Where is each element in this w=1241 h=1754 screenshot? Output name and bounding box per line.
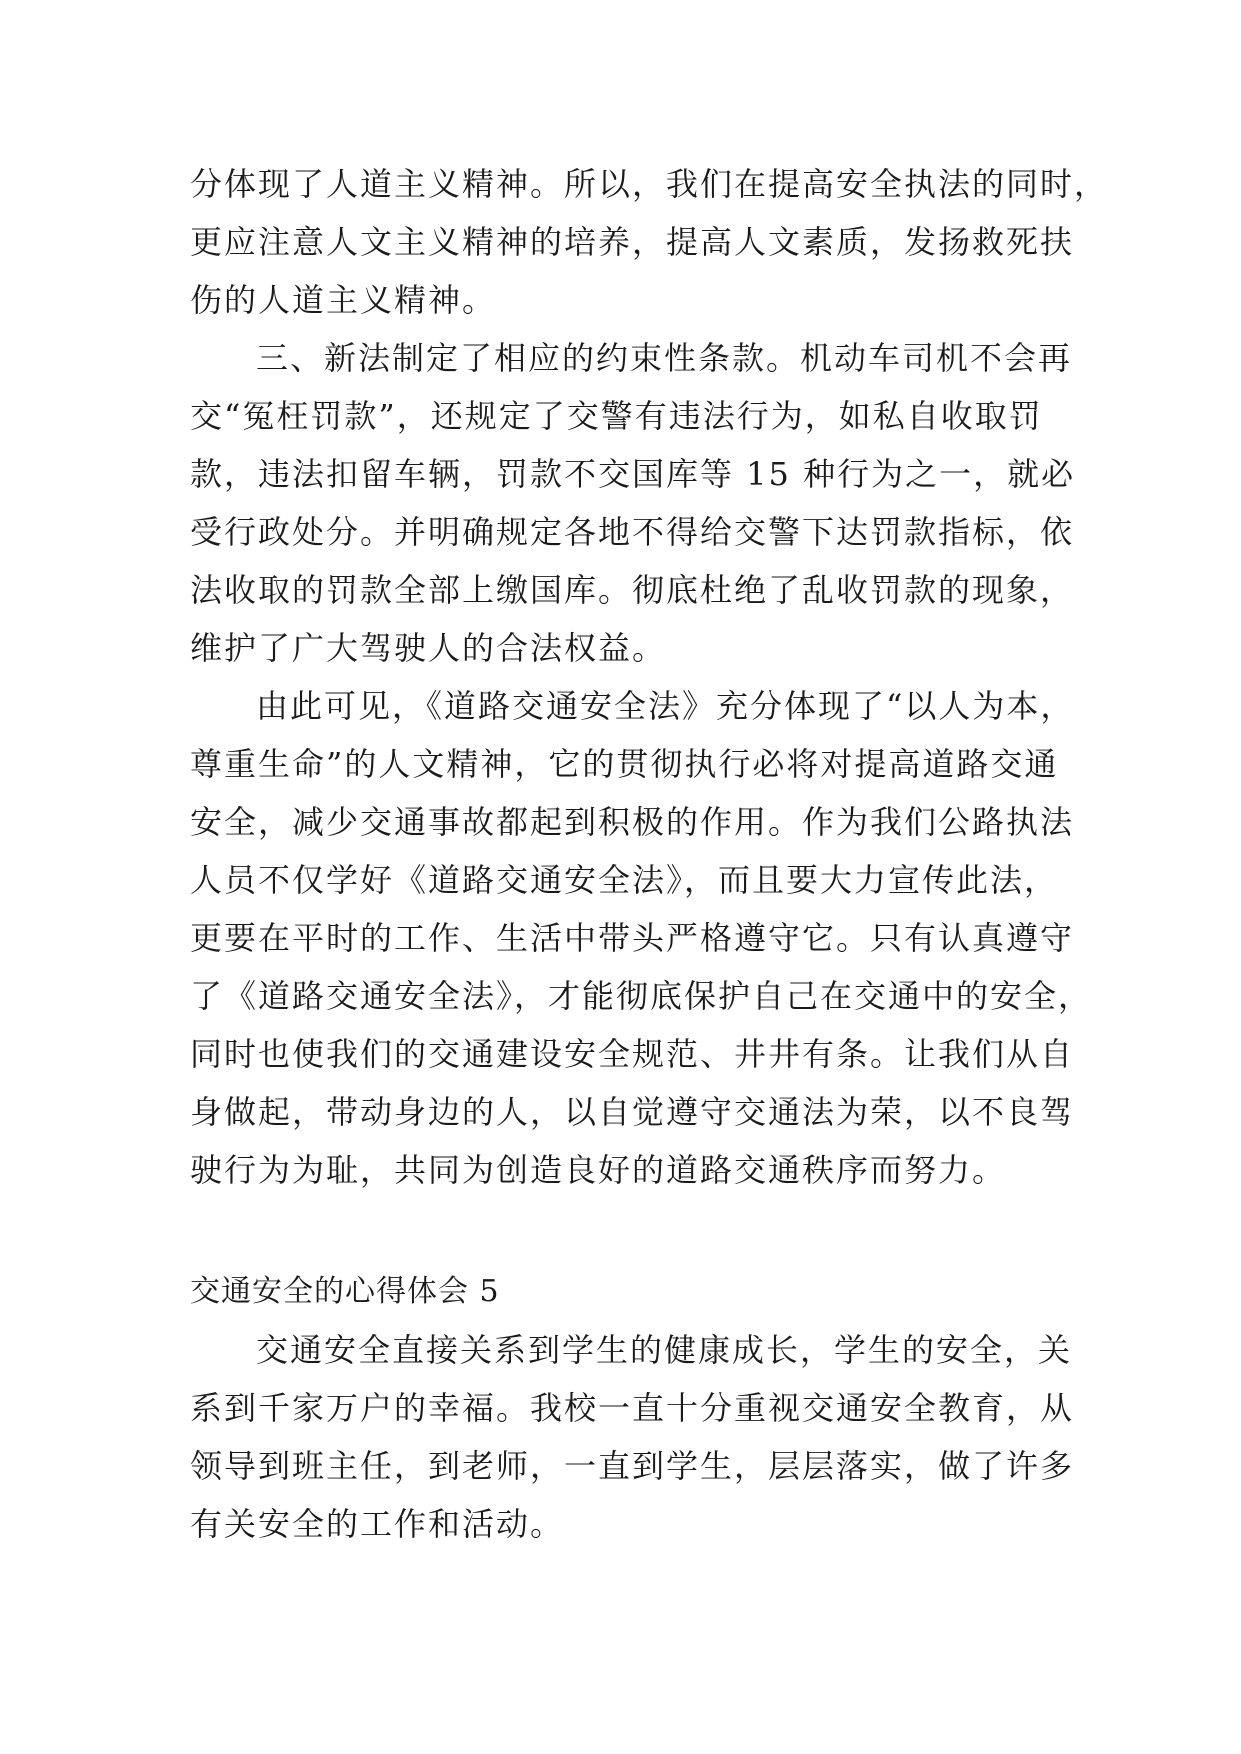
text-line: 分体现了人道主义精神。所以，我们在提高安全执法的同时， (190, 165, 1109, 203)
text-line: 法收取的罚款全部上缴国库。彻底杜绝了乱收罚款的现象， (190, 571, 1075, 609)
text-line: 三、新法制定了相应的约束性条款。机动车司机不会再 (256, 339, 1073, 377)
text-line: 交“冤枉罚款”，还规定了交警有违法行为，如私自收取罚 (190, 397, 1043, 435)
text-line: 同时也使我们的交通建设安全规范、井井有条。让我们从自 (190, 1035, 1075, 1073)
text-line: 由此可见，《道路交通安全法》充分体现了“以人为本， (256, 687, 1075, 725)
paragraph-section-five (190, 1321, 1080, 1553)
text-line: 系到千家万户的幸福。我校一直十分重视交通安全教育，从 (190, 1389, 1075, 1427)
text-line: 领导到班主任，到老师，一直到学生，层层落实，做了许多 (190, 1447, 1075, 1485)
text-line: 身做起，带动身边的人，以自觉遵守交通法为荣，以不良驾 (190, 1093, 1075, 1131)
text-line: 交通安全直接关系到学生的健康成长，学生的安全，关 (256, 1331, 1073, 1369)
section-spacer (190, 1199, 1080, 1263)
text-line: 款，违法扣留车辆，罚款不交国库等 15 种行为之一，就必 (190, 455, 1076, 493)
text-line: 有关安全的工作和活动。 (190, 1505, 565, 1543)
paragraph-conclusion (190, 677, 1093, 1199)
document-body (190, 155, 1109, 1553)
text-line: 受行政处分。并明确规定各地不得给交警下达罚款指标，依 (190, 513, 1075, 551)
paragraph-continuation (190, 155, 1109, 329)
text-line: 尊重生命”的人文精神，它的贯彻执行必将对提高道路交通 (190, 745, 1059, 783)
text-line: 更应注意人文主义精神的培养，提高人文素质，发扬救死扶 (190, 223, 1075, 261)
section-heading: 交通安全的心得体会 5 (190, 1274, 500, 1309)
text-line: 更要在平时的工作、生活中带头严格遵守它。只有认真遵守 (190, 919, 1075, 957)
text-line: 维护了广大驾驶人的合法权益。 (190, 629, 667, 667)
text-line: 了《道路交通安全法》，才能彻底保护自己在交通中的安全， (190, 977, 1093, 1015)
text-line: 安全，减少交通事故都起到积极的作用。作为我们公路执法 (190, 803, 1075, 841)
paragraph-section-three (190, 329, 1080, 677)
text-line: 驶行为为耻，共同为创造良好的道路交通秩序而努力。 (190, 1151, 1007, 1189)
text-line: 人员不仅学好《道路交通安全法》，而且要大力宣传此法， (190, 861, 1059, 899)
text-line: 伤的人道主义精神。 (190, 281, 497, 319)
